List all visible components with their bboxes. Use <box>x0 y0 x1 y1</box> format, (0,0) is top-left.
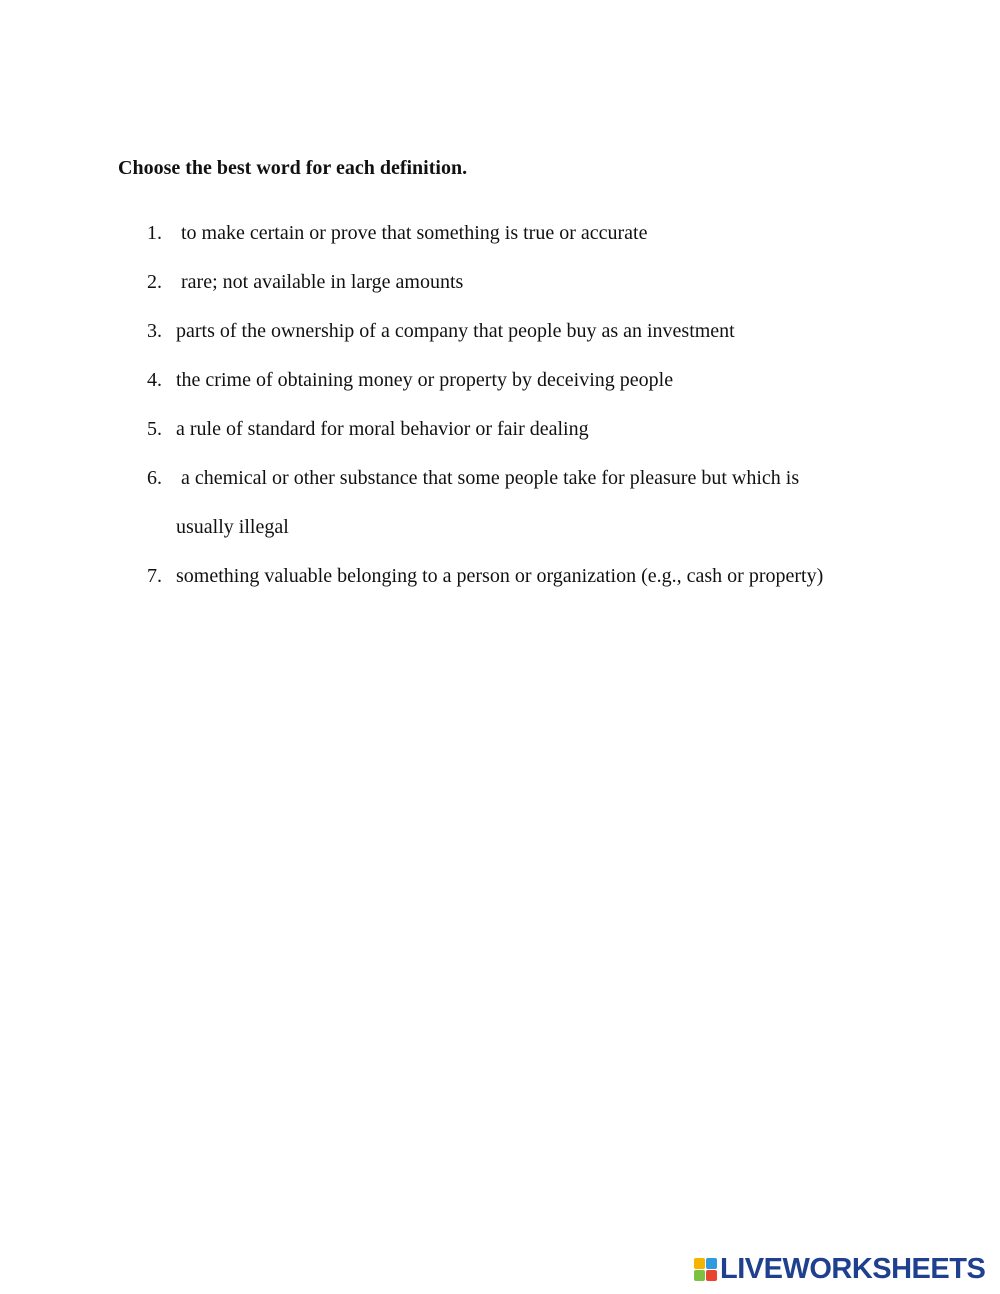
definition-text-line-1: a chemical or other substance that some people take for pleasure but which is <box>181 467 800 489</box>
definition-list <box>0 209 1000 601</box>
definition-text <box>176 454 881 552</box>
definition-text: rare; not available in large amounts <box>181 271 464 293</box>
definition-number: 1. <box>147 222 162 244</box>
liveworksheets-logo <box>694 1255 985 1283</box>
definition-item-5 <box>0 405 1000 454</box>
definition-item-7 <box>0 552 1000 601</box>
definition-number: 2. <box>147 271 162 293</box>
definition-item-4 <box>0 356 1000 405</box>
definition-text: to make certain or prove that something is true or accurate <box>181 222 648 244</box>
definition-item-6 <box>0 454 1000 552</box>
definition-number: 4. <box>147 369 162 391</box>
definition-number: 5. <box>147 418 162 440</box>
logo-text: LIVEWORKSHEETS <box>720 1253 986 1285</box>
definition-item-1 <box>0 209 1000 258</box>
definition-text: something valuable belonging to a person or organization (e.g., cash or property) <box>176 565 824 587</box>
definition-text: the crime of obtaining money or property by deceiving people <box>176 369 674 391</box>
definition-text-line-2: usually illegal <box>176 516 289 538</box>
definition-text: a rule of standard for moral behavior or fair dealing <box>176 418 589 440</box>
definition-text: parts of the ownership of a company that people buy as an investment <box>176 320 735 342</box>
instruction-heading: Choose the best word for each definition. <box>118 157 468 179</box>
definition-item-3 <box>0 307 1000 356</box>
logo-blocks-icon <box>694 1258 717 1281</box>
definition-number: 6. <box>147 467 162 489</box>
definition-item-2 <box>0 258 1000 307</box>
definition-number: 7. <box>147 565 162 587</box>
definition-number: 3. <box>147 320 162 342</box>
